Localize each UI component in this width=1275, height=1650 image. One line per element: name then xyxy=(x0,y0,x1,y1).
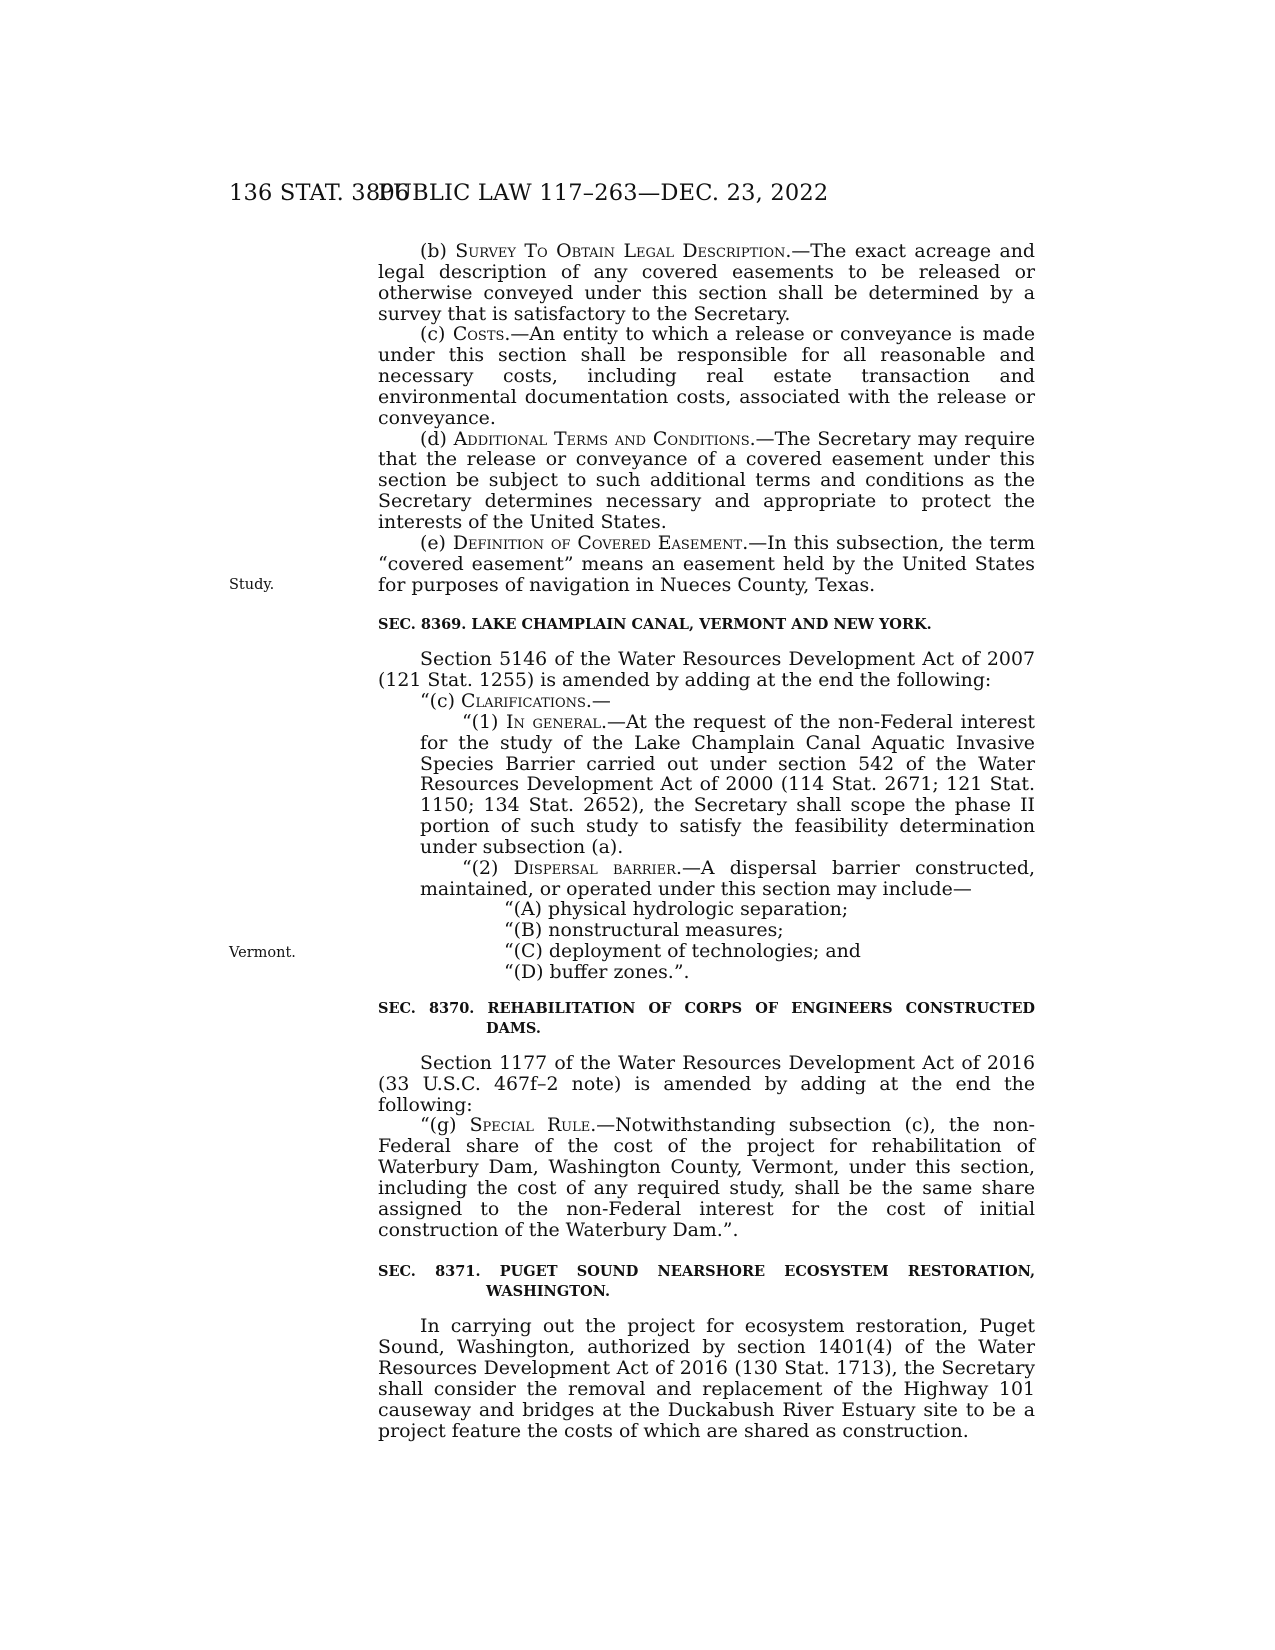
running-title-header: PUBLIC LAW 117–263—DEC. 23, 2022 xyxy=(378,180,829,206)
section-8369-subsection-c: “(c) Clarifications.— xyxy=(420,690,611,713)
paragraph-c: (c) Costs.—An entity to which a release or conveyance is made under this section shall be responsible for all reasonable and necessary costs, including real estate transaction and environmental documentation costs, associated with the release or conveyance. xyxy=(378,323,1036,429)
list-item: “(D) buffer zones.”. xyxy=(504,961,690,983)
paragraph-e-heading: Definition of Covered Easement xyxy=(452,531,743,554)
section-8370-subsection-g: “(g) Special Rule.—Notwithstanding subsection (c), the non-Federal share of the cost of the project for rehabilitation of Waterbury Dam, Washington County, Vermont, under this section, including the cost of any required study, shall be the same share assigned to the non-Federal interest for the cost of initial construction of the Waterbury Dam.”. xyxy=(378,1114,1035,1241)
list-item: “(C) deployment of technologies; and xyxy=(504,940,861,963)
paragraph-d: (d) Additional Terms and Conditions.—The Secretary may require that the release or conveyance of a covered easement under this section be subject to such additional terms and conditions as the Secretary determines necessary and appropriate to protect the interests of the United States. xyxy=(378,427,1035,533)
document-body xyxy=(378,241,1035,1442)
paragraph-b: (b) Survey To Obtain Legal Description.—The exact acreage and legal description of any covered easements to be released or otherwise conveyed under this section shall be determined by a survey that is satisfactory to the Secretary. xyxy=(378,240,1035,325)
paragraph-d-heading: Additional Terms and Conditions xyxy=(453,427,750,450)
section-8369-heading: SEC. 8369. LAKE CHAMPLAIN CANAL, VERMONT AND NEW YORK. xyxy=(378,616,932,634)
section-8369-paragraph-1: “(1) In general.—At the request of the non-Federal interest for the study of the Lake Champlain Canal Aquatic Invasive Species Barrier carried out under section 542 of the Water Resources Development Act of 2000 (114 Stat. 2671; 121 Stat. 1150; 134 Stat. 2652), the Secretary shall scope the phase II portion of such study to satisfy the feasibility determination under subsection (a). xyxy=(420,710,1036,858)
paragraph-c-heading: Costs xyxy=(452,323,505,346)
margin-note-study: Study. xyxy=(229,577,275,593)
section-8370-intro: Section 1177 of the Water Resources Development Act of 2016 (33 U.S.C. 467f–2 note) is amended by adding at the end the following: xyxy=(378,1051,1035,1116)
section-8371-text: In carrying out the project for ecosystem restoration, Puget Sound, Washington, authorized by section 1401(4) of the Water Resources Development Act of 2016 (130 Stat. 1713), the Secretary shall consider the removal and replacement of the Highway 101 causeway and bridges at the Duckabush River Estuary site to be a project feature the costs of which are shared as construction. xyxy=(378,1315,1035,1442)
section-8370-heading: SEC. 8370. REHABILITATION OF CORPS OF ENGINEERS CONSTRUCTED DAMS. xyxy=(378,999,1035,1037)
paragraph-b-heading: Survey To Obtain Legal Description xyxy=(455,240,786,262)
section-8369-paragraph-2: “(2) Dispersal barrier.—A dispersal barrier constructed, maintained, or operated under this section may include— xyxy=(420,856,1035,900)
list-item: “(A) physical hydrologic separation; xyxy=(504,898,849,921)
section-8369-intro: Section 5146 of the Water Resources Development Act of 2007 (121 Stat. 1255) is amended by adding at the end the following: xyxy=(378,648,1035,692)
section-8371-heading: SEC. 8371. PUGET SOUND NEARSHORE ECOSYSTEM RESTORATION, WASHINGTON. xyxy=(378,1263,1035,1301)
page-number-header: 136 STAT. 3806 xyxy=(229,180,410,206)
margin-note-vermont: Vermont. xyxy=(229,945,296,961)
list-item: “(B) nonstructural measures; xyxy=(504,919,784,942)
paragraph-e: (e) Definition of Covered Easement.—In this subsection, the term “covered easement” means an easement held by the United States for purposes of navigation in Nueces County, Texas. xyxy=(378,531,1035,596)
